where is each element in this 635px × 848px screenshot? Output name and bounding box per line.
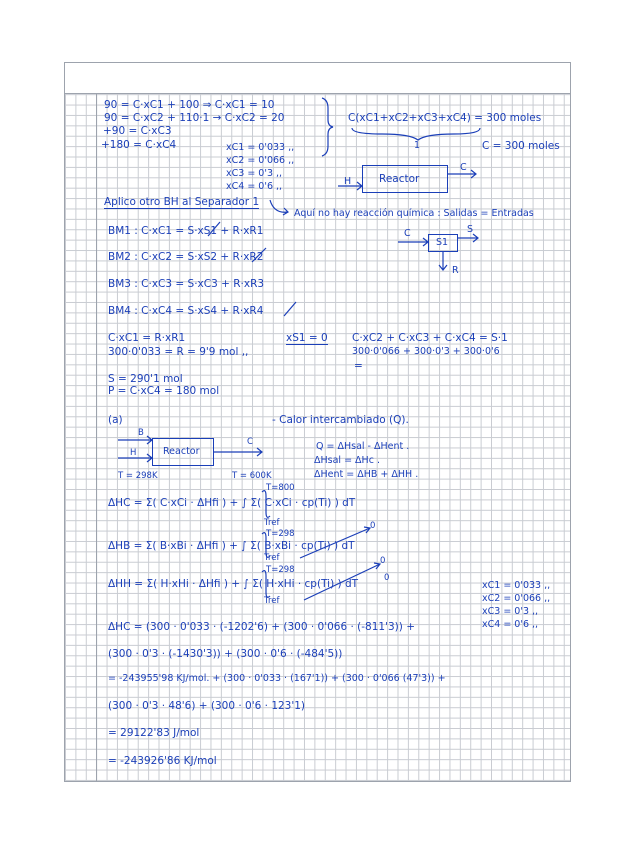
sum-equals-one: 1 bbox=[414, 140, 421, 151]
balance-bm2: BM2 : C·xC2 = S·xS2 + R·xR2 bbox=[108, 251, 264, 263]
reactor-label-1: Reactor bbox=[379, 173, 420, 185]
sum-equation: C(xC1+xC2+xC3+xC4) = 300 moles bbox=[348, 112, 542, 124]
result-s-numbers: 300·0'066 + 300·0'3 + 300·0'6 bbox=[352, 346, 500, 357]
balance-bm3: BM3 : C·xC3 = S·xC3 + R·xR3 bbox=[108, 278, 265, 290]
upper-limit-298-a: T=298 bbox=[266, 529, 295, 539]
reactor2-output-c: C bbox=[247, 437, 253, 447]
fraction-xc4: xC4 = 0'6 ,, bbox=[226, 181, 283, 192]
lower-limit-tref-1: Tref bbox=[264, 518, 280, 528]
integral-sign-1 bbox=[262, 491, 270, 518]
hent-definition: ΔHent = ΔHB + ΔHH . bbox=[314, 469, 419, 480]
crossout-bm1 bbox=[208, 222, 220, 236]
note-arrow bbox=[270, 200, 288, 215]
crossout-bm2 bbox=[252, 248, 266, 262]
reactor-label-2: Reactor bbox=[163, 446, 200, 457]
fraction-xc2: xC2 = 0'066 ,, bbox=[226, 155, 295, 166]
reactor1-output-arrow bbox=[448, 170, 476, 178]
enthalpy-h-equation: ΔHH = Σ( H·xHi · ΔHfi ) + ∫ Σ( H·xHi · cp(Ti) ) dT bbox=[108, 578, 359, 590]
calc-line-4: (300 · 0'3 · 48'6) + (300 · 0'6 · 123'1) bbox=[108, 700, 306, 712]
side-xc3: xC3 = 0'3 ,, bbox=[482, 606, 539, 617]
reactor2-input-h-arrow bbox=[118, 454, 152, 462]
balance-bm4: BM4 : C·xC4 = S·xS4 + R·xR4 bbox=[108, 305, 264, 317]
enthalpy-c-equation: ΔHC = Σ( C·xCi · ΔHfi ) + ∫ Σ( C·xCi · cp(Ti) ) dT bbox=[108, 497, 356, 509]
reactor1-input-arrow bbox=[338, 182, 362, 190]
calc-line-5: = 29122'83 J/mol bbox=[108, 727, 200, 739]
result-s-equation: C·xC2 + C·xC3 + C·xC4 = S·1 bbox=[352, 332, 508, 344]
reactor1-output-label: C bbox=[460, 162, 467, 173]
enthalpy-b-equation: ΔHB = Σ( B·xBi · ΔHfi ) + ∫ Σ( B·xBi · cp(Ti) ) dT bbox=[108, 540, 355, 552]
separator-output-r-label: R bbox=[452, 265, 459, 276]
upper-limit-298-b: T=298 bbox=[266, 565, 295, 575]
crossout-bm4 bbox=[284, 302, 296, 316]
result-r-value: 300·0'033 = R = 9'9 mol ,, bbox=[108, 346, 249, 358]
separator-label: S1 bbox=[436, 237, 449, 248]
separator-input-label: C bbox=[404, 228, 411, 239]
calc-line-6: = -243926'86 KJ/mol bbox=[108, 755, 217, 767]
calc-line-3: = -243955'98 KJ/mol. + (300 · 0'033 · (167'1)) + (300 · 0'066 (47'3)) + bbox=[108, 673, 446, 684]
result-xs1: xS1 = 0 bbox=[286, 332, 328, 344]
right-brace bbox=[322, 98, 333, 156]
balance-line-2: 90 = C·xC2 + 110·1 → C·xC2 = 20 bbox=[104, 112, 285, 124]
strike-arrow-2 bbox=[304, 563, 380, 600]
result-s-equals: = bbox=[354, 360, 363, 372]
reactor1-input-label: H bbox=[344, 176, 352, 187]
balance-bm1: BM1 : C·xC1 = S·xS1 + R·xR1 bbox=[108, 225, 264, 237]
separator-note: Aquí no hay reacción química : Salidas = Entradas bbox=[294, 208, 534, 219]
integral-sign-3 bbox=[262, 571, 270, 598]
c-result: C = 300 moles bbox=[482, 140, 560, 152]
integral-sign-2 bbox=[262, 533, 270, 558]
separator-input-arrow bbox=[398, 238, 428, 246]
side-xc1: xC1 = 0'033 ,, bbox=[482, 580, 551, 591]
hsal-definition: ΔHsal = ΔHc . bbox=[314, 455, 380, 466]
part-a-label: (a) bbox=[108, 414, 123, 426]
separator-output-s-arrow bbox=[458, 234, 478, 242]
separator-title: Aplico otro BH al Separador 1 bbox=[104, 196, 260, 208]
reactor2-input-b: B bbox=[138, 428, 144, 438]
sum-underbrace bbox=[352, 128, 480, 140]
reactor2-input-h: H bbox=[130, 448, 137, 458]
crossed-out-zero-1: 0 bbox=[370, 521, 376, 531]
outlet-temperature: T = 600K bbox=[232, 471, 272, 481]
calc-line-1: ΔHC = (300 · 0'033 · (-1202'6) + (300 · 0'066 · (-811'3)) + bbox=[108, 621, 415, 633]
balance-line-3: +90 = C·xC3 bbox=[103, 125, 172, 137]
result-p-value: P = C·xC4 = 180 mol bbox=[108, 385, 220, 397]
side-xc2: xC2 = 0'066 ,, bbox=[482, 593, 551, 604]
strike-arrow-1 bbox=[300, 527, 370, 558]
crossed-out-zero-3: 0 bbox=[384, 573, 390, 583]
fraction-xc3: xC3 = 0'3 ,, bbox=[226, 168, 283, 179]
lower-limit-tref-2: Tref bbox=[264, 553, 280, 563]
lower-limit-tref-3: Tref bbox=[264, 596, 280, 606]
upper-limit-800: T=800 bbox=[266, 483, 295, 493]
part-a-title: - Calor intercambiado (Q). bbox=[272, 414, 409, 426]
side-xc4: xC4 = 0'6 ,, bbox=[482, 619, 539, 630]
balance-line-4: +180 = C·xC4 bbox=[101, 139, 177, 151]
result-r-equation: C·xC1 = R·xR1 bbox=[108, 332, 186, 344]
q-definition: Q = ΔHsal - ΔHent . bbox=[316, 441, 410, 452]
separator-output-s-label: S bbox=[467, 224, 474, 235]
reactor2-input-b-arrow bbox=[118, 436, 152, 444]
inlet-temperature: T = 298K bbox=[118, 471, 158, 481]
calc-line-2: (300 · 0'3 · (-1430'3)) + (300 · 0'6 · (-484'5)) bbox=[108, 648, 343, 660]
fraction-xc1: xC1 = 0'033 ,, bbox=[226, 142, 295, 153]
balance-line-1: 90 = C·xC1 + 100 ⇒ C·xC1 = 10 bbox=[104, 99, 275, 111]
crossed-out-zero-2: 0 bbox=[380, 556, 386, 566]
separator-output-r-arrow bbox=[439, 252, 447, 270]
result-s-value: S = 290'1 mol bbox=[108, 373, 183, 385]
reactor2-output-arrow bbox=[214, 448, 262, 456]
